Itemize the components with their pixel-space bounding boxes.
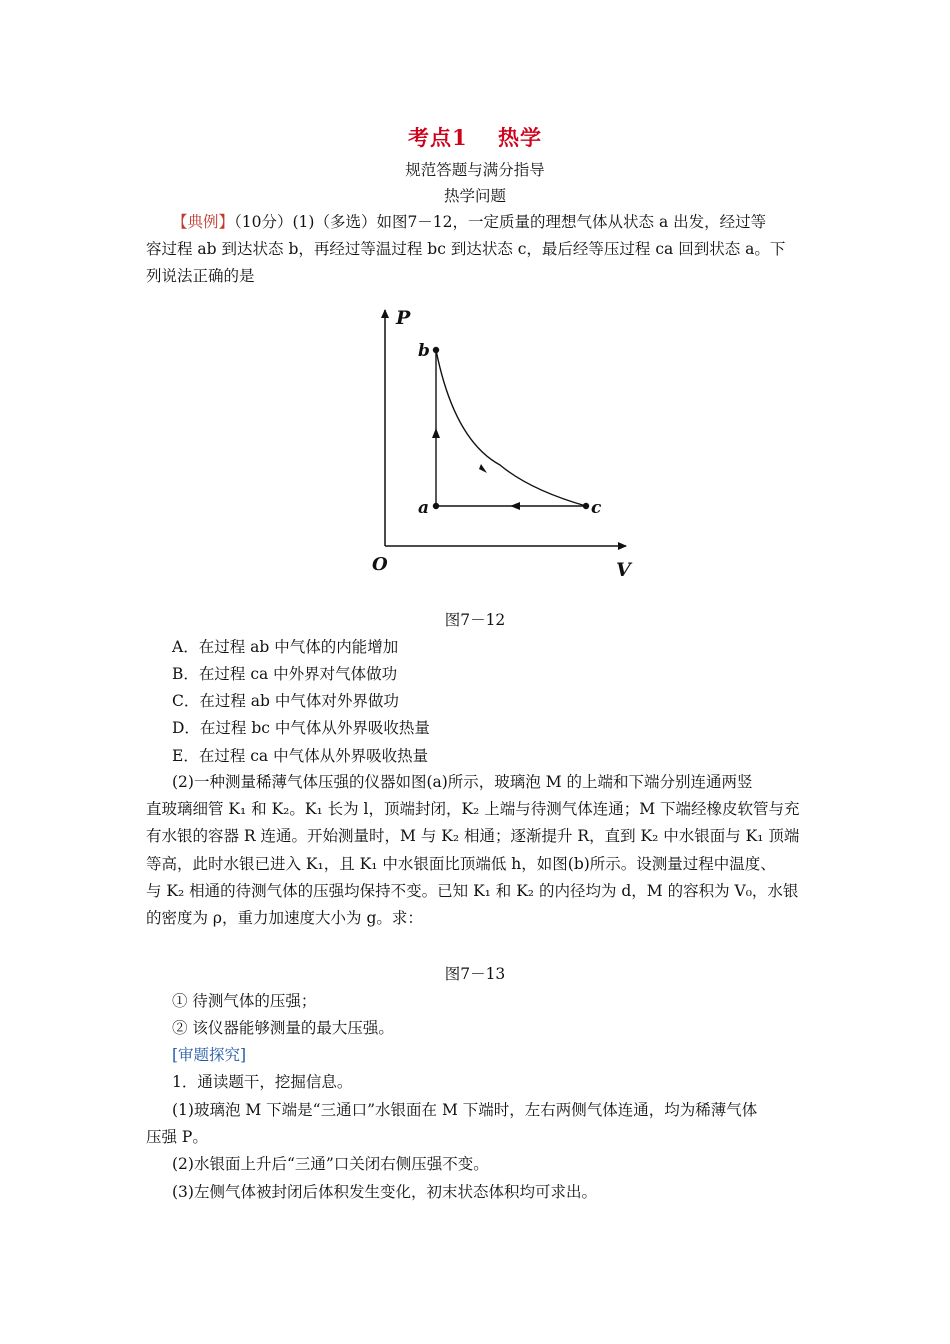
option-d: D．在过程 bc 中气体从外界吸收热量 <box>172 719 430 737</box>
analysis-item-2: (2)水银面上升后“三通”口关闭右侧压强不变。 <box>172 1155 489 1173</box>
option-c: C．在过程 ab 中气体对外界做功 <box>172 692 399 710</box>
example-line-3: 列说法正确的是 <box>146 267 255 285</box>
option-b: B．在过程 ca 中外界对气体做功 <box>172 665 398 683</box>
point-c <box>583 503 589 509</box>
origin-label: O <box>372 554 388 575</box>
question-2: ② 该仪器能够测量的最大压强。 <box>172 1019 394 1037</box>
arrow-ab <box>432 428 440 438</box>
part2-line-1: (2)一种测量稀薄气体压强的仪器如图(a)所示，玻璃泡 M 的上端和下端分别连通两竖 <box>172 773 753 791</box>
process-bc <box>436 350 586 506</box>
question-1: ① 待测气体的压强； <box>172 992 317 1010</box>
option-e: E．在过程 ca 中气体从外界吸收热量 <box>172 747 429 765</box>
example-text-1: （10分）(1)（多选）如图7－12，一定质量的理想气体从状态 a 出发，经过等 <box>234 213 767 231</box>
analysis-item-1-cont: 压强 P。 <box>146 1128 208 1146</box>
point-a <box>433 503 439 509</box>
label-c: c <box>591 498 602 518</box>
label-b: b <box>418 341 430 361</box>
point-b <box>433 347 439 353</box>
part2-line-3: 有水银的容器 R 连通。开始测量时，M 与 K₂ 相通；逐渐提升 R，直到 K₂ 中水银面与 K₁ 顶端 <box>146 827 800 845</box>
p-axis-label: P <box>396 307 411 329</box>
arrow-bc <box>479 464 487 473</box>
section-title: 热学问题 <box>443 187 506 205</box>
label-a: a <box>418 498 430 518</box>
option-a: A．在过程 ab 中气体的内能增加 <box>172 638 399 656</box>
example-tag: 【典例】 <box>172 213 235 231</box>
figure-caption: 图7－12 <box>444 611 506 629</box>
example-line-1 <box>172 210 766 232</box>
example-line-2: 容过程 ab 到达状态 b，再经过等温过程 bc 到达状态 c，最后经等压过程 ca 回到状态 a。下 <box>146 240 786 258</box>
page-title: 考点1 热学 <box>408 125 542 150</box>
analysis-item-1: (1)玻璃泡 M 下端是“三通口”水银面在 M 下端时，左右两侧气体连通，均为稀薄气体 <box>172 1101 758 1119</box>
part2-line-2: 直玻璃细管 K₁ 和 K₂。K₁ 长为 l，顶端封闭，K₂ 上端与待测气体连通；M 下端经橡皮软管与充 <box>146 800 800 818</box>
analysis-item-3: (3)左侧气体被封闭后体积发生变化，初末状态体积均可求出。 <box>172 1183 597 1201</box>
figure-caption-2: 图7－13 <box>444 965 506 983</box>
pv-diagram <box>360 300 640 590</box>
part2-line-4: 等高，此时水银已进入 K₁，且 K₁ 中水银面比顶端低 h，如图(b)所示。设测量过程中温度、 <box>146 855 776 873</box>
arrow-ca <box>510 502 520 510</box>
analysis-step: 1．通读题干，挖掘信息。 <box>172 1073 353 1091</box>
part2-line-5: 与 K₂ 相通的待测气体的压强均保持不变。已知 K₁ 和 K₂ 的内径均为 d，M 的容积为 V₀，水银 <box>146 882 799 900</box>
part2-line-6: 的密度为 ρ，重力加速度大小为 g。求： <box>146 909 423 927</box>
v-axis-label: V <box>616 559 631 581</box>
analysis-tag: [审题探究] <box>172 1046 247 1064</box>
page-subtitle: 规范答题与满分指导 <box>405 161 545 179</box>
